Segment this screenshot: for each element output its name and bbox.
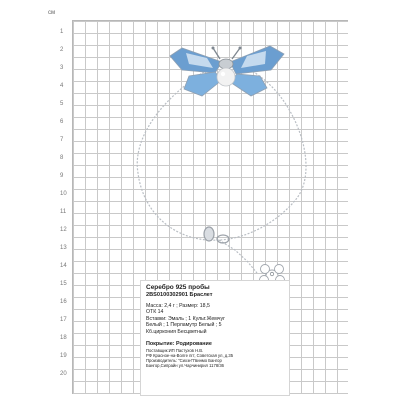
ruler-tick: 5 — [60, 101, 64, 107]
inserts-line-2: Белый ; 1 Перламутр Белый ; 5 — [146, 322, 222, 329]
vertical-ruler — [48, 10, 70, 394]
ruler-tick: 1 — [60, 29, 64, 35]
ruler-tick: 6 — [60, 119, 64, 125]
ruler-tick: 3 — [60, 65, 64, 71]
bracelet-chain — [137, 64, 306, 240]
dragonfly-centerpiece — [170, 46, 284, 96]
ruler-tick: 10 — [60, 191, 67, 197]
ruler-tick: 13 — [60, 245, 67, 251]
supplier-line-3: Производитель: "Сихэн"Гвинмо Бангор — [146, 358, 222, 364]
inserts-line-1: Вставки: Эмаль ; 1 Культ.Жемчуг — [146, 315, 225, 322]
ruler-tick: 11 — [60, 209, 67, 215]
ruler-tick: 20 — [60, 371, 67, 377]
inserts-line-3: Кб.циркония Бесцветный — [146, 328, 207, 335]
ruler-tick: 12 — [60, 227, 67, 233]
ruler-tick: 8 — [60, 155, 64, 161]
otk-line: ОТК 14 — [146, 309, 164, 316]
ruler-tick: 2 — [60, 47, 64, 53]
ruler-tick: 14 — [60, 263, 67, 269]
tag-details — [146, 303, 284, 335]
ruler-tick: 4 — [60, 83, 64, 89]
ruler-tick: 7 — [60, 137, 64, 143]
ruler-tick: 16 — [60, 299, 67, 305]
mass-size-line: Масса: 2,4 г ; Размер: 18,5 — [146, 303, 210, 309]
ruler-unit-label: см — [48, 10, 56, 16]
ruler-tick: 18 — [60, 335, 67, 341]
supplier-line-2: РФ Красное-на-Волге пгт, Советская ул, д.35 — [146, 353, 234, 359]
bracelet-chain-tail — [219, 240, 257, 273]
article-line: 2BS0100302901 Браслет — [146, 292, 213, 298]
ruler-tick: 17 — [60, 317, 67, 323]
material-line: Серебро 925 пробы — [146, 284, 210, 291]
ruler-tick: 19 — [60, 353, 67, 359]
supplier-line-1: Поставщик:ИП Пастухов Н.В. — [146, 348, 204, 354]
coating-line: Покрытие: Родирование — [146, 341, 212, 348]
ruler-tick: 15 — [60, 281, 67, 287]
lobster-clasp — [204, 227, 229, 243]
bracelet-illustration — [112, 28, 342, 298]
ruler-tick: 9 — [60, 173, 64, 179]
product-tag — [140, 280, 290, 396]
supplier-line-4: Бангор,Сипрайн ул.Чарчинирил 1178/36 — [146, 363, 224, 369]
